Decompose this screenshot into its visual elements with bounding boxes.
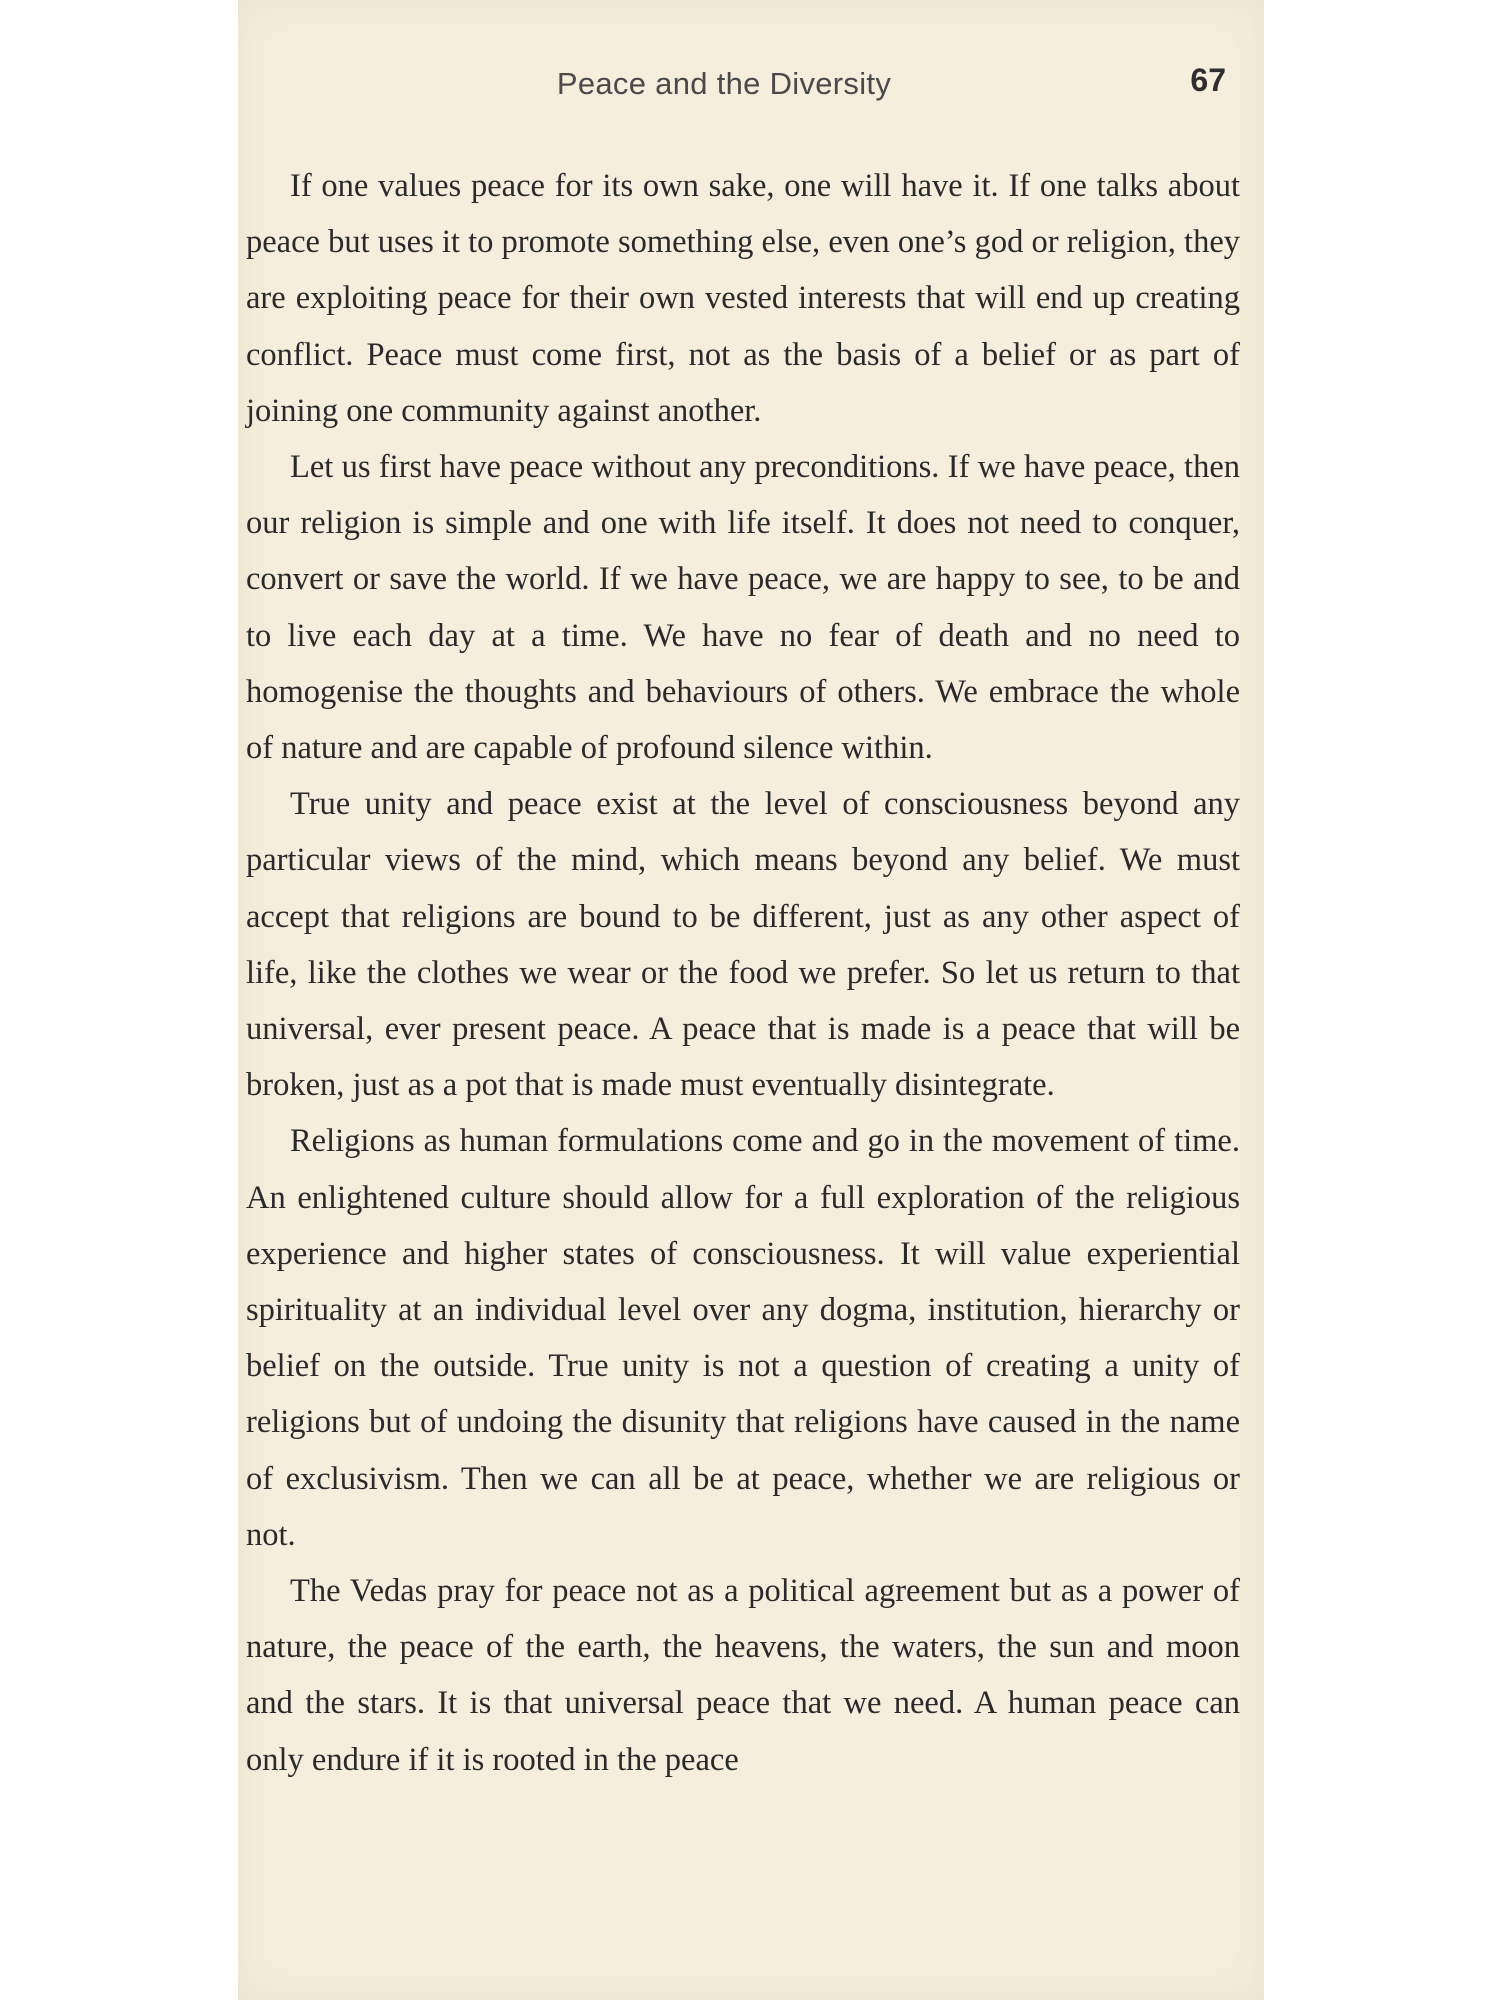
paragraph: If one values peace for its own sake, one will have it. If one talks about peace but uses it to promote something else, even one’s god or religion, they are exploiting peace for their own vested interests that will end up creating conflict. Peace must come first, not as the basis of a belief or as part of joining one community against another. [246, 168, 1240, 429]
book-page [238, 0, 1264, 2000]
body-text [246, 158, 1240, 1788]
paragraph: The Vedas pray for peace not as a political agreement but as a power of nature, the peace of the earth, the heavens, the waters, the sun and moon and the stars. It is that universal peace that we need. A human peace can only endure if it is rooted in the peace [246, 1573, 1240, 1778]
paragraph: True unity and peace exist at the level of consciousness beyond any particular views of the mind, which means beyond any belief. We must accept that religions are bound to be different, just as any other aspect of life, like the clothes we wear or the food we prefer. So let us return to that universal, ever present peace. A peace that is made is a peace that will be broken, just as a pot that is made must eventually disintegrate. [246, 786, 1240, 1104]
paragraph: Religions as human formulations come and go in the movement of time. An enlightened culture should allow for a full exploration of the religious experience and higher states of consciousness. It will value experiential spirituality at an individual level over any dogma, institution, hierarchy or belief on the outside. True unity is not a question of creating a unity of religions but of undoing the disunity that religions have caused in the name of exclusivism. Then we can all be at peace, whether we are religious or not. [246, 1123, 1240, 1553]
paragraph: Let us first have peace without any preconditions. If we have peace, then our religion is simple and one with life itself. It does not need to conquer, convert or save the world. If we have peace, we are happy to see, to be and to live each day at a time. We have no fear of death and no need to homogenise the thoughts and behaviours of others. We embrace the whole of nature and are capable of profound silence within. [246, 449, 1240, 767]
page-number: 67 [1190, 62, 1226, 98]
running-header [238, 62, 1264, 112]
running-title: Peace and the Diversity [556, 66, 892, 101]
